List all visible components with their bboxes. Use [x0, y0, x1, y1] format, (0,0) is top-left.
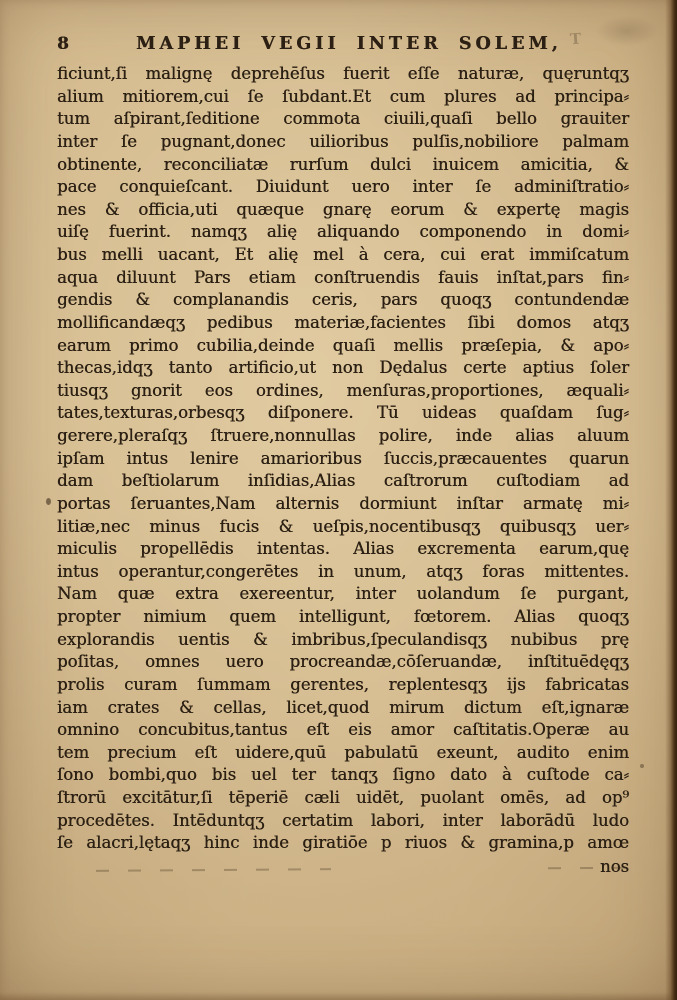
bleedthrough-ghost-letter: T — [569, 29, 582, 49]
text-line: tem precium eſt uidere,quū pabulatū exeunt, audito enim — [57, 742, 629, 762]
text-line: gendis & complanandis ceris, pars quoqʒ contundendæ — [57, 290, 629, 310]
catchword: nos — [599, 856, 629, 876]
text-line: Nam quæ extra exereentur, inter uolandum ſe purgant, — [57, 584, 629, 604]
text-line: bus melli uacant, Et alię mel à cera, cui erat immiſcatum — [57, 245, 629, 264]
text-line: propter nimium quem intelligunt, fœtorem. Alias quoqʒ — [57, 607, 629, 626]
ink-speck — [640, 764, 644, 768]
text-line: uiſę fuerint. namqʒ alię aliquando componendo in domi⸗ — [57, 222, 629, 242]
text-line: portas ſeruantes,Nam alternis dormiunt inſtar armatę mi⸗ — [57, 493, 629, 513]
text-line: ſe alacri,lętaqʒ hinc inde giratiōe p riuos & gramina,p amœ — [57, 833, 629, 853]
text-line: explorandis uentis & imbribus,ſpeculandisqʒ nubibus prę — [57, 629, 629, 649]
text-line: pace conquieſcant. Diuidunt uero inter ſe adminiſtratio⸗ — [57, 177, 629, 197]
text-block — [57, 63, 629, 879]
page-edge-shadow-bottom — [0, 992, 677, 1000]
text-line: aqua diluunt Pars etiam conſtruendis fauis inſtat,pars fin⸗ — [57, 267, 629, 287]
ink-speck — [46, 498, 51, 505]
text-line: mollificandæqʒ pedibus materiæ,facientes ſibi domos atqʒ — [57, 312, 629, 332]
text-line: poſitas, omnes uero procreandæ,cōſeruandæ, inſtituēdęqʒ — [57, 652, 629, 672]
text-line: procedētes. Intēduntqʒ certatim labori, inter laborādū ludo — [57, 810, 629, 830]
text-line: ficiunt,ſi malignę deprehēſus fuerit eſſe naturæ, quęruntqʒ — [57, 64, 629, 83]
text-line: litiæ,nec minus fucis & ueſpis,nocentibusqʒ quibusqʒ uer⸗ — [57, 516, 629, 536]
running-header-title: MAPHEI VEGII INTER SOLEM, — [136, 34, 562, 54]
text-line: omnino concubitus,tantus eſt eis amor caſtitatis.Operæ au — [57, 720, 629, 740]
text-line: inter ſe pugnant,donec uilioribus pulſis,nobiliore palmam — [57, 131, 629, 151]
text-line: ſono bombi,quo bis uel ter tanqʒ ſigno dato à cuſtode ca⸗ — [57, 765, 629, 785]
text-line: gerere,pleraſqʒ ſtruere,nonnullas polire, inde alias aluum — [57, 426, 629, 445]
text-line: tum aſpirant,ſeditione commota ciuili,quaſi bello grauiter — [57, 109, 629, 129]
text-line: ſtrorū excitātur,ſi tēperiē cæli uidēt, puolant omēs, ad op⁹ — [57, 788, 629, 807]
text-line: dam beſtiolarum inſidias,Alias caſtrorum cuſtodiam ad — [57, 471, 629, 491]
text-line: nes & officia,uti quæque gnarę eorum & expertę magis — [57, 199, 629, 219]
page-number: 8 — [57, 34, 69, 54]
text-line: obtinente, reconciliatæ rurſum dulci inuicem amicitia, & — [57, 154, 629, 174]
text-line: earum primo cubilia,deinde quaſi mellis præſepia, & apo⸗ — [57, 335, 629, 355]
text-line: miculis propellēdis intentas. Alias excrementa earum,quę — [57, 539, 629, 559]
text-line: tiusqʒ gnorit eos ordines, menſuras,proportiones, æquali⸗ — [57, 380, 629, 400]
running-header — [57, 34, 629, 54]
text-line: tates,texturas,orbesqʒ diſponere. Tū uideas quaſdam ſug⸗ — [57, 403, 629, 423]
page-edge-shadow-right — [665, 0, 677, 1000]
text-line: thecas,idqʒ tanto artificio,ut non Dędalus certe aptius ſoler — [57, 358, 629, 378]
text-line: ipſam intus lenire amarioribus ſuccis,præcauentes quarun — [57, 448, 629, 468]
text-line: iam crates & cellas, licet,quod mirum dictum eſt,ignaræ — [57, 697, 629, 717]
text-line: prolis curam ſummam gerentes, replentesqʒ ijs fabricatas — [57, 674, 629, 694]
text-line: intus operantur,congerētes in unum, atqʒ foras mittentes. — [57, 561, 629, 581]
text-line: alium mitiorem,cui ſe ſubdant.Et cum plures ad principa⸗ — [57, 86, 629, 106]
